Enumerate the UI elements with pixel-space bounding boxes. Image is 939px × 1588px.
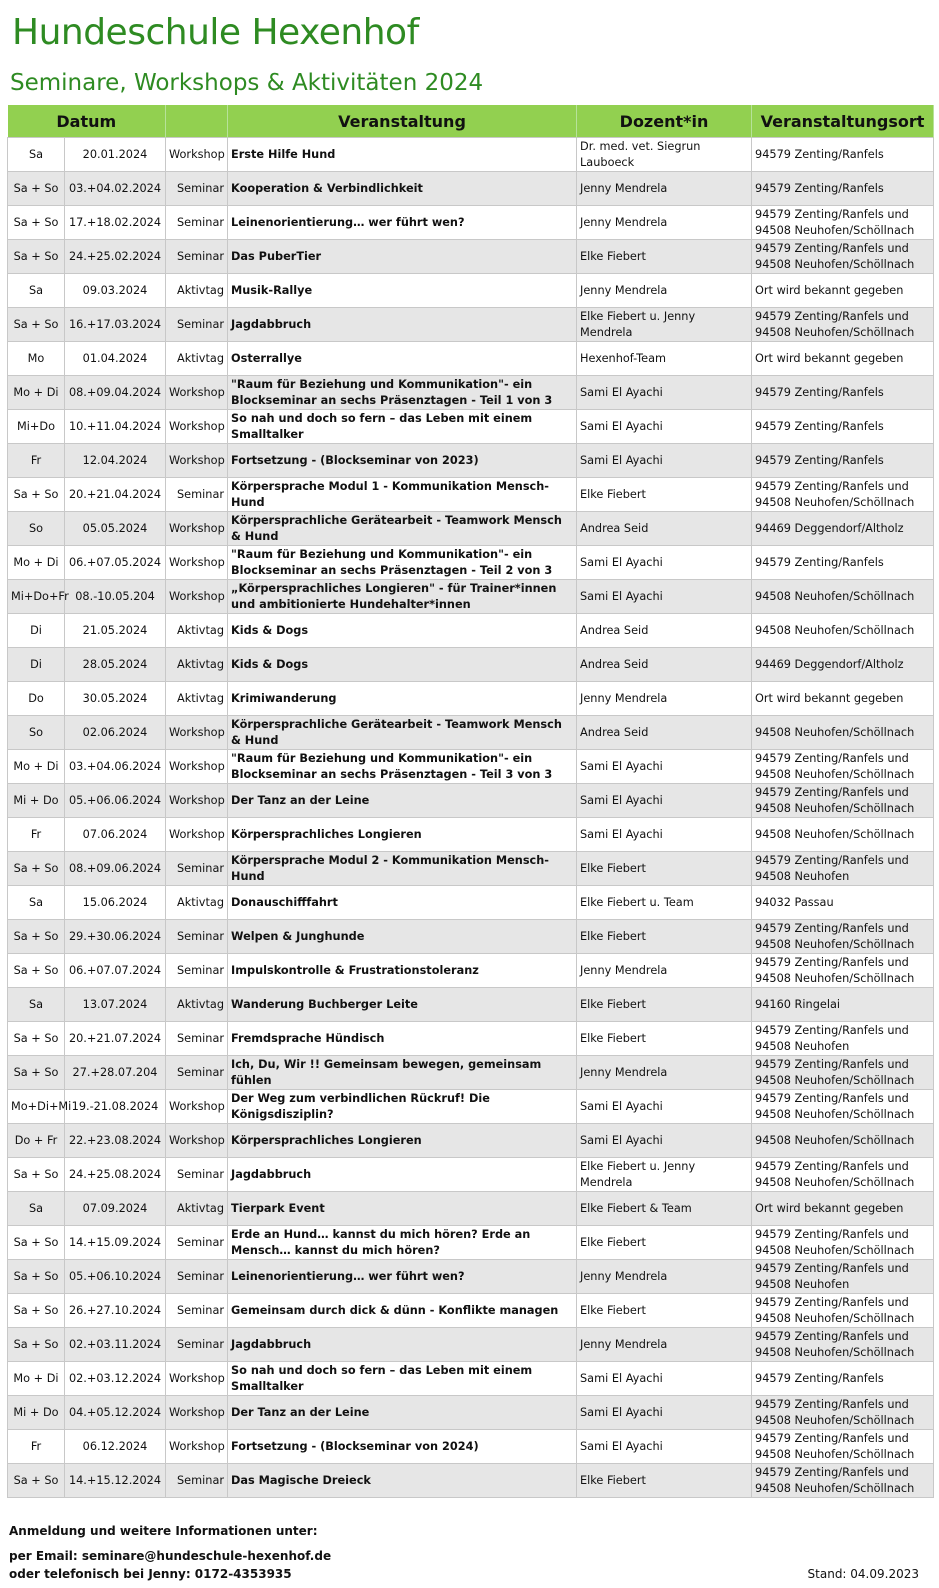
cell-lecturer: Sami El Ayachi: [577, 1430, 752, 1464]
cell-date: 10.+11.04.2024: [65, 410, 166, 444]
cell-day: Sa + So: [8, 172, 65, 206]
cell-date: 19.-21.08.2024: [65, 1090, 166, 1124]
cell-type: Seminar: [166, 172, 228, 206]
table-row: [8, 1328, 934, 1362]
cell-day: Mi+Do: [8, 410, 65, 444]
cell-location: 94508 Neuhofen/Schöllnach: [752, 580, 934, 614]
cell-date: 12.04.2024: [65, 444, 166, 478]
cell-location: 94579 Zenting/Ranfels und 94508 Neuhofen/Schöllnach: [752, 954, 934, 988]
cell-location: 94579 Zenting/Ranfels: [752, 410, 934, 444]
cell-location: 94579 Zenting/Ranfels und 94508 Neuhofen/Schöllnach: [752, 1294, 934, 1328]
cell-location: Ort wird bekannt gegeben: [752, 1192, 934, 1226]
cell-event: Krimiwanderung: [228, 682, 577, 716]
cell-type: Aktivtag: [166, 342, 228, 376]
cell-lecturer: Jenny Mendrela: [577, 1260, 752, 1294]
cell-location: 94579 Zenting/Ranfels: [752, 138, 934, 172]
cell-type: Seminar: [166, 1328, 228, 1362]
cell-location: 94579 Zenting/Ranfels und 94508 Neuhofen/Schöllnach: [752, 1396, 934, 1430]
cell-date: 22.+23.08.2024: [65, 1124, 166, 1158]
cell-date: 08.-10.05.204: [65, 580, 166, 614]
cell-location: 94579 Zenting/Ranfels: [752, 172, 934, 206]
cell-event: Körpersprache Modul 1 - Kommunikation Mensch-Hund: [228, 478, 577, 512]
cell-event: Körpersprachliches Longieren: [228, 1124, 577, 1158]
table-row: [8, 784, 934, 818]
table-row: [8, 206, 934, 240]
cell-event: Körpersprachliche Gerätearbeit - Teamwork Mensch & Hund: [228, 512, 577, 546]
cell-event: Ich, Du, Wir !! Gemeinsam bewegen, gemeinsam fühlen: [228, 1056, 577, 1090]
cell-location: 94579 Zenting/Ranfels und 94508 Neuhofen/Schöllnach: [752, 478, 934, 512]
cell-type: Aktivtag: [166, 988, 228, 1022]
cell-location: 94579 Zenting/Ranfels und 94508 Neuhofen/Schöllnach: [752, 750, 934, 784]
cell-event: Körpersprache Modul 2 - Kommunikation Mensch-Hund: [228, 852, 577, 886]
cell-day: Mi+Do+Fr: [8, 580, 65, 614]
cell-day: Sa + So: [8, 1158, 65, 1192]
cell-event: Tierpark Event: [228, 1192, 577, 1226]
cell-lecturer: Elke Fiebert u. Team: [577, 886, 752, 920]
cell-day: Fr: [8, 444, 65, 478]
table-row: [8, 1464, 934, 1498]
table-row: [8, 682, 934, 716]
header-ort: Veranstaltungsort: [752, 105, 934, 138]
cell-lecturer: Elke Fiebert & Team: [577, 1192, 752, 1226]
cell-event: Erste Hilfe Hund: [228, 138, 577, 172]
cell-day: Mo + Di: [8, 750, 65, 784]
cell-date: 20.01.2024: [65, 138, 166, 172]
cell-type: Workshop: [166, 784, 228, 818]
footer-info-label: Anmeldung und weitere Informationen unter:: [9, 1524, 318, 1538]
cell-location: 94032 Passau: [752, 886, 934, 920]
cell-day: Mo + Di: [8, 1362, 65, 1396]
cell-event: Der Tanz an der Leine: [228, 784, 577, 818]
cell-day: Mo: [8, 342, 65, 376]
cell-event: Jagdabbruch: [228, 1158, 577, 1192]
cell-date: 21.05.2024: [65, 614, 166, 648]
cell-date: 24.+25.08.2024: [65, 1158, 166, 1192]
header-type: [166, 105, 228, 138]
cell-lecturer: Elke Fiebert: [577, 920, 752, 954]
table-row: [8, 478, 934, 512]
table-row: [8, 1158, 934, 1192]
cell-date: 05.+06.10.2024: [65, 1260, 166, 1294]
cell-location: 94579 Zenting/Ranfels: [752, 376, 934, 410]
header-veranstaltung: Veranstaltung: [228, 105, 577, 138]
cell-day: Sa + So: [8, 954, 65, 988]
cell-date: 14.+15.09.2024: [65, 1226, 166, 1260]
cell-location: Ort wird bekannt gegeben: [752, 274, 934, 308]
cell-day: Sa + So: [8, 308, 65, 342]
table-row: [8, 1260, 934, 1294]
cell-day: Sa + So: [8, 478, 65, 512]
cell-location: 94579 Zenting/Ranfels: [752, 444, 934, 478]
cell-location: Ort wird bekannt gegeben: [752, 682, 934, 716]
table-row: [8, 1294, 934, 1328]
cell-lecturer: Jenny Mendrela: [577, 1056, 752, 1090]
cell-type: Workshop: [166, 376, 228, 410]
cell-date: 24.+25.02.2024: [65, 240, 166, 274]
cell-day: Mo+Di+Mi: [8, 1090, 65, 1124]
cell-day: Sa + So: [8, 206, 65, 240]
cell-type: Seminar: [166, 1056, 228, 1090]
cell-type: Seminar: [166, 308, 228, 342]
table-row: [8, 648, 934, 682]
cell-location: 94579 Zenting/Ranfels: [752, 546, 934, 580]
cell-type: Seminar: [166, 1464, 228, 1498]
cell-type: Workshop: [166, 138, 228, 172]
table-header-row: [8, 105, 934, 138]
cell-location: 94579 Zenting/Ranfels und 94508 Neuhofen/Schöllnach: [752, 1158, 934, 1192]
table-row: [8, 1430, 934, 1464]
cell-lecturer: Elke Fiebert: [577, 988, 752, 1022]
cell-type: Aktivtag: [166, 886, 228, 920]
cell-type: Workshop: [166, 1090, 228, 1124]
cell-event: Der Tanz an der Leine: [228, 1396, 577, 1430]
cell-event: Jagdabbruch: [228, 308, 577, 342]
table-row: [8, 988, 934, 1022]
cell-event: Fremdsprache Hündisch: [228, 1022, 577, 1056]
cell-type: Seminar: [166, 1022, 228, 1056]
cell-lecturer: Jenny Mendrela: [577, 954, 752, 988]
cell-location: 94160 Ringelai: [752, 988, 934, 1022]
cell-location: 94508 Neuhofen/Schöllnach: [752, 716, 934, 750]
cell-date: 06.+07.05.2024: [65, 546, 166, 580]
cell-date: 01.04.2024: [65, 342, 166, 376]
cell-event: Erde an Hund… kannst du mich hören? Erde an Mensch… kannst du mich hören?: [228, 1226, 577, 1260]
cell-date: 09.03.2024: [65, 274, 166, 308]
cell-lecturer: Jenny Mendrela: [577, 206, 752, 240]
table-row: [8, 1124, 934, 1158]
cell-event: Kooperation & Verbindlichkeit: [228, 172, 577, 206]
table-row: [8, 1192, 934, 1226]
cell-date: 20.+21.07.2024: [65, 1022, 166, 1056]
cell-type: Aktivtag: [166, 648, 228, 682]
cell-day: Sa: [8, 138, 65, 172]
cell-location: 94469 Deggendorf/Altholz: [752, 512, 934, 546]
cell-lecturer: Elke Fiebert: [577, 1464, 752, 1498]
cell-event: "Raum für Beziehung und Kommunikation"- ein Blockseminar an sechs Präsenztagen - Teil 2 von 3: [228, 546, 577, 580]
cell-lecturer: Elke Fiebert: [577, 852, 752, 886]
cell-date: 27.+28.07.204: [65, 1056, 166, 1090]
cell-date: 03.+04.06.2024: [65, 750, 166, 784]
cell-event: Leinenorientierung… wer führt wen?: [228, 206, 577, 240]
cell-lecturer: Sami El Ayachi: [577, 546, 752, 580]
footer-phone: oder telefonisch bei Jenny: 0172-4353935: [9, 1567, 292, 1581]
footer-email: per Email: seminare@hundeschule-hexenhof.de: [9, 1549, 332, 1563]
cell-event: Osterrallye: [228, 342, 577, 376]
cell-lecturer: Sami El Ayachi: [577, 376, 752, 410]
cell-type: Seminar: [166, 1260, 228, 1294]
cell-location: 94579 Zenting/Ranfels und 94508 Neuhofen: [752, 1260, 934, 1294]
cell-lecturer: Elke Fiebert: [577, 1226, 752, 1260]
cell-lecturer: Sami El Ayachi: [577, 1362, 752, 1396]
cell-day: Sa + So: [8, 1294, 65, 1328]
cell-lecturer: Sami El Ayachi: [577, 444, 752, 478]
footer-stand-date: Stand: 04.09.2023: [807, 1567, 919, 1581]
cell-date: 02.06.2024: [65, 716, 166, 750]
cell-lecturer: Dr. med. vet. Siegrun Lauboeck: [577, 138, 752, 172]
cell-date: 16.+17.03.2024: [65, 308, 166, 342]
table-row: [8, 342, 934, 376]
cell-day: Di: [8, 614, 65, 648]
cell-location: 94508 Neuhofen/Schöllnach: [752, 614, 934, 648]
cell-day: Sa + So: [8, 1056, 65, 1090]
cell-day: So: [8, 716, 65, 750]
cell-type: Seminar: [166, 1226, 228, 1260]
cell-location: 94579 Zenting/Ranfels und 94508 Neuhofen/Schöllnach: [752, 1056, 934, 1090]
cell-day: Sa: [8, 988, 65, 1022]
cell-day: Sa + So: [8, 1260, 65, 1294]
cell-event: Welpen & Junghunde: [228, 920, 577, 954]
cell-type: Workshop: [166, 512, 228, 546]
cell-day: Fr: [8, 818, 65, 852]
table-row: [8, 410, 934, 444]
cell-location: 94579 Zenting/Ranfels und 94508 Neuhofen/Schöllnach: [752, 1226, 934, 1260]
cell-date: 04.+05.12.2024: [65, 1396, 166, 1430]
table-row: [8, 954, 934, 988]
table-row: [8, 1362, 934, 1396]
cell-type: Workshop: [166, 1362, 228, 1396]
cell-lecturer: Elke Fiebert: [577, 1022, 752, 1056]
cell-type: Seminar: [166, 852, 228, 886]
cell-day: Sa: [8, 886, 65, 920]
cell-date: 28.05.2024: [65, 648, 166, 682]
cell-date: 03.+04.02.2024: [65, 172, 166, 206]
cell-day: Sa: [8, 274, 65, 308]
cell-type: Seminar: [166, 954, 228, 988]
cell-location: 94508 Neuhofen/Schöllnach: [752, 818, 934, 852]
cell-location: 94579 Zenting/Ranfels und 94508 Neuhofen/Schöllnach: [752, 920, 934, 954]
table-row: [8, 886, 934, 920]
cell-lecturer: Sami El Ayachi: [577, 818, 752, 852]
cell-day: Sa: [8, 1192, 65, 1226]
cell-day: Mo + Di: [8, 376, 65, 410]
event-schedule-table: [7, 105, 934, 1498]
table-row: [8, 852, 934, 886]
cell-day: Sa + So: [8, 852, 65, 886]
cell-day: Sa + So: [8, 1464, 65, 1498]
table-row: [8, 376, 934, 410]
cell-event: Fortsetzung - (Blockseminar von 2023): [228, 444, 577, 478]
cell-event: Das Magische Dreieck: [228, 1464, 577, 1498]
cell-type: Workshop: [166, 1124, 228, 1158]
cell-date: 26.+27.10.2024: [65, 1294, 166, 1328]
cell-day: Fr: [8, 1430, 65, 1464]
cell-type: Workshop: [166, 750, 228, 784]
cell-type: Workshop: [166, 1430, 228, 1464]
cell-type: Workshop: [166, 444, 228, 478]
cell-date: 13.07.2024: [65, 988, 166, 1022]
table-row: [8, 1226, 934, 1260]
cell-event: Kids & Dogs: [228, 614, 577, 648]
cell-event: Donauschifffahrt: [228, 886, 577, 920]
cell-lecturer: Elke Fiebert u. Jenny Mendrela: [577, 1158, 752, 1192]
cell-date: 08.+09.04.2024: [65, 376, 166, 410]
cell-date: 06.+07.07.2024: [65, 954, 166, 988]
table-row: [8, 512, 934, 546]
cell-lecturer: Hexenhof-Team: [577, 342, 752, 376]
cell-date: 20.+21.04.2024: [65, 478, 166, 512]
cell-day: Do: [8, 682, 65, 716]
cell-location: 94579 Zenting/Ranfels und 94508 Neuhofen: [752, 852, 934, 886]
cell-event: So nah und doch so fern – das Leben mit einem Smalltalker: [228, 1362, 577, 1396]
cell-type: Seminar: [166, 1294, 228, 1328]
cell-location: 94579 Zenting/Ranfels und 94508 Neuhofen/Schöllnach: [752, 1328, 934, 1362]
cell-day: Mi + Do: [8, 784, 65, 818]
cell-location: 94579 Zenting/Ranfels und 94508 Neuhofen: [752, 1022, 934, 1056]
cell-type: Seminar: [166, 920, 228, 954]
cell-event: Jagdabbruch: [228, 1328, 577, 1362]
table-row: [8, 138, 934, 172]
cell-date: 06.12.2024: [65, 1430, 166, 1464]
cell-day: Sa + So: [8, 1226, 65, 1260]
cell-location: 94579 Zenting/Ranfels und 94508 Neuhofen/Schöllnach: [752, 308, 934, 342]
cell-type: Workshop: [166, 410, 228, 444]
cell-date: 30.05.2024: [65, 682, 166, 716]
cell-type: Seminar: [166, 206, 228, 240]
cell-day: Do + Fr: [8, 1124, 65, 1158]
cell-event: Körpersprachliches Longieren: [228, 818, 577, 852]
cell-type: Seminar: [166, 478, 228, 512]
cell-lecturer: Andrea Seid: [577, 512, 752, 546]
table-row: [8, 546, 934, 580]
cell-lecturer: Elke Fiebert: [577, 240, 752, 274]
cell-lecturer: Andrea Seid: [577, 648, 752, 682]
cell-event: Kids & Dogs: [228, 648, 577, 682]
cell-location: 94508 Neuhofen/Schöllnach: [752, 1124, 934, 1158]
cell-date: 08.+09.06.2024: [65, 852, 166, 886]
cell-day: Di: [8, 648, 65, 682]
cell-type: Workshop: [166, 716, 228, 750]
cell-lecturer: Andrea Seid: [577, 614, 752, 648]
cell-type: Aktivtag: [166, 274, 228, 308]
table-row: [8, 1396, 934, 1430]
table-row: [8, 750, 934, 784]
cell-date: 07.06.2024: [65, 818, 166, 852]
cell-event: Fortsetzung - (Blockseminar von 2024): [228, 1430, 577, 1464]
cell-day: So: [8, 512, 65, 546]
cell-event: Impulskontrolle & Frustrationstoleranz: [228, 954, 577, 988]
cell-lecturer: Elke Fiebert: [577, 1294, 752, 1328]
cell-day: Sa + So: [8, 1022, 65, 1056]
cell-type: Aktivtag: [166, 1192, 228, 1226]
cell-lecturer: Jenny Mendrela: [577, 274, 752, 308]
cell-event: „Körpersprachliches Longieren" - für Trainer*innen und ambitionierte Hundehalter*innen: [228, 580, 577, 614]
cell-location: 94579 Zenting/Ranfels und 94508 Neuhofen/Schöllnach: [752, 240, 934, 274]
table-row: [8, 1022, 934, 1056]
cell-date: 15.06.2024: [65, 886, 166, 920]
cell-lecturer: Andrea Seid: [577, 716, 752, 750]
cell-location: 94579 Zenting/Ranfels und 94508 Neuhofen/Schöllnach: [752, 1090, 934, 1124]
cell-date: 02.+03.11.2024: [65, 1328, 166, 1362]
cell-date: 29.+30.06.2024: [65, 920, 166, 954]
cell-date: 02.+03.12.2024: [65, 1362, 166, 1396]
cell-lecturer: Sami El Ayachi: [577, 1090, 752, 1124]
cell-date: 07.09.2024: [65, 1192, 166, 1226]
cell-lecturer: Jenny Mendrela: [577, 1328, 752, 1362]
cell-location: 94579 Zenting/Ranfels und 94508 Neuhofen/Schöllnach: [752, 1464, 934, 1498]
cell-event: Gemeinsam durch dick & dünn - Konflikte managen: [228, 1294, 577, 1328]
table-row: [8, 172, 934, 206]
cell-event: Leinenorientierung… wer führt wen?: [228, 1260, 577, 1294]
table-row: [8, 1090, 934, 1124]
header-dozent: Dozent*in: [577, 105, 752, 138]
cell-lecturer: Sami El Ayachi: [577, 784, 752, 818]
cell-event: Das PuberTier: [228, 240, 577, 274]
cell-day: Mo + Di: [8, 546, 65, 580]
cell-type: Workshop: [166, 580, 228, 614]
cell-date: 05.+06.06.2024: [65, 784, 166, 818]
cell-lecturer: Sami El Ayachi: [577, 580, 752, 614]
table-row: [8, 716, 934, 750]
table-row: [8, 614, 934, 648]
table-row: [8, 1056, 934, 1090]
cell-type: Workshop: [166, 818, 228, 852]
table-row: [8, 308, 934, 342]
cell-lecturer: Elke Fiebert: [577, 478, 752, 512]
cell-day: Sa + So: [8, 240, 65, 274]
cell-type: Workshop: [166, 1396, 228, 1430]
cell-date: 05.05.2024: [65, 512, 166, 546]
cell-lecturer: Sami El Ayachi: [577, 410, 752, 444]
cell-event: "Raum für Beziehung und Kommunikation"- ein Blockseminar an sechs Präsenztagen - Teil 1 von 3: [228, 376, 577, 410]
cell-lecturer: Jenny Mendrela: [577, 172, 752, 206]
cell-day: Sa + So: [8, 920, 65, 954]
table-row: [8, 580, 934, 614]
header-datum: Datum: [8, 105, 166, 138]
cell-day: Mi + Do: [8, 1396, 65, 1430]
cell-event: Körpersprachliche Gerätearbeit - Teamwork Mensch & Hund: [228, 716, 577, 750]
cell-type: Seminar: [166, 240, 228, 274]
cell-type: Seminar: [166, 1158, 228, 1192]
cell-location: Ort wird bekannt gegeben: [752, 342, 934, 376]
cell-event: "Raum für Beziehung und Kommunikation"- ein Blockseminar an sechs Präsenztagen - Teil 3 von 3: [228, 750, 577, 784]
cell-lecturer: Sami El Ayachi: [577, 750, 752, 784]
table-row: [8, 240, 934, 274]
cell-lecturer: Elke Fiebert u. Jenny Mendrela: [577, 308, 752, 342]
cell-type: Aktivtag: [166, 614, 228, 648]
cell-date: 17.+18.02.2024: [65, 206, 166, 240]
page-subtitle: Seminare, Workshops & Aktivitäten 2024: [10, 70, 484, 96]
cell-location: 94579 Zenting/Ranfels: [752, 1362, 934, 1396]
page-title: Hundeschule Hexenhof: [12, 12, 419, 53]
cell-event: Der Weg zum verbindlichen Rückruf! Die Königsdisziplin?: [228, 1090, 577, 1124]
table-row: [8, 444, 934, 478]
table-row: [8, 920, 934, 954]
cell-type: Workshop: [166, 546, 228, 580]
cell-day: Sa + So: [8, 1328, 65, 1362]
cell-lecturer: Sami El Ayachi: [577, 1124, 752, 1158]
cell-date: 14.+15.12.2024: [65, 1464, 166, 1498]
cell-location: 94579 Zenting/Ranfels und 94508 Neuhofen/Schöllnach: [752, 784, 934, 818]
cell-location: 94469 Deggendorf/Altholz: [752, 648, 934, 682]
cell-location: 94579 Zenting/Ranfels und 94508 Neuhofen/Schöllnach: [752, 206, 934, 240]
table-row: [8, 818, 934, 852]
cell-event: So nah und doch so fern – das Leben mit einem Smalltalker: [228, 410, 577, 444]
cell-lecturer: Jenny Mendrela: [577, 682, 752, 716]
table-row: [8, 274, 934, 308]
cell-type: Aktivtag: [166, 682, 228, 716]
cell-location: 94579 Zenting/Ranfels und 94508 Neuhofen/Schöllnach: [752, 1430, 934, 1464]
cell-event: Wanderung Buchberger Leite: [228, 988, 577, 1022]
cell-lecturer: Sami El Ayachi: [577, 1396, 752, 1430]
cell-event: Musik-Rallye: [228, 274, 577, 308]
